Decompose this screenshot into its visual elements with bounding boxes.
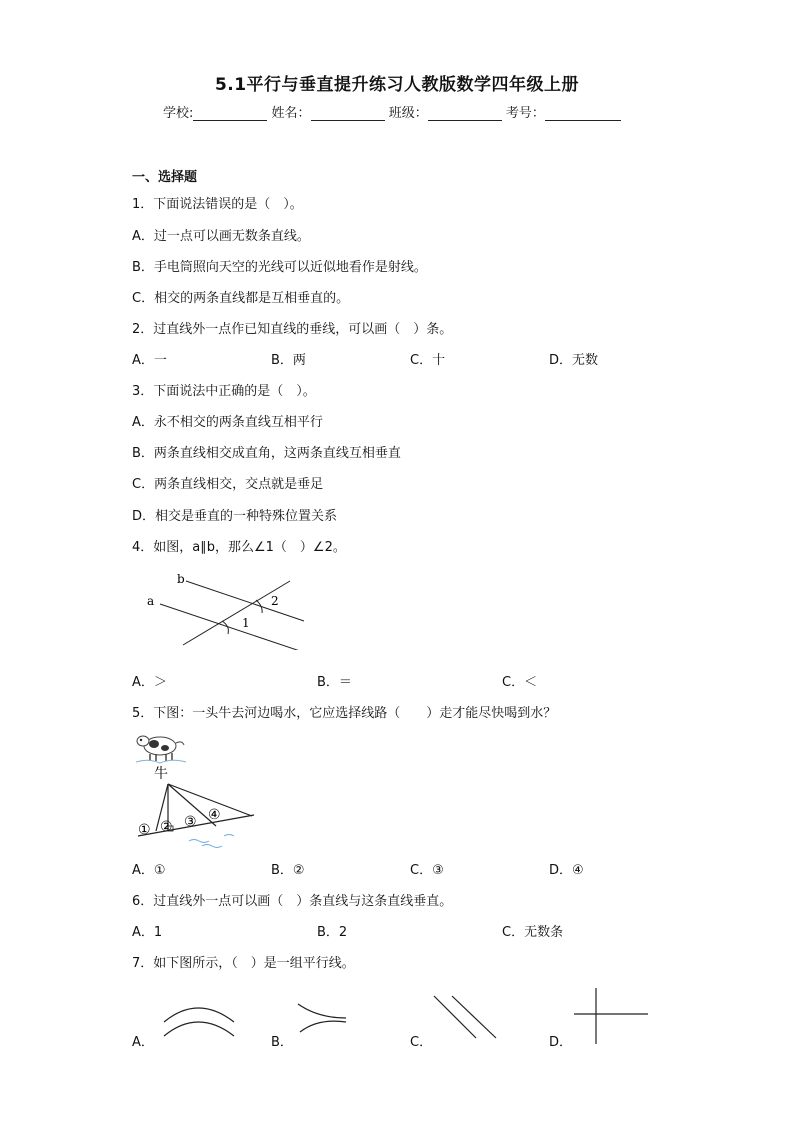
cow-icon: [136, 736, 186, 763]
q6-option-a: A．1: [132, 925, 163, 940]
q7-figure-c-parallel: [430, 990, 502, 1042]
label-angle-2: 2: [271, 594, 279, 608]
label-b: b: [177, 572, 185, 586]
q4-parallel-lines-figure: [140, 568, 320, 650]
q7-option-b: B．: [271, 1035, 293, 1050]
label-route-3: ③: [184, 814, 197, 830]
q7-figure-a-arcs: [158, 1000, 242, 1040]
angle-2-arc: [256, 600, 262, 613]
water-waves: [189, 835, 234, 848]
q2-stem: 2．过直线外一点作已知直线的垂线，可以画（ ）条。: [132, 322, 453, 337]
q7-figure-d-perpendicular: [570, 986, 652, 1046]
label-a: a: [147, 594, 155, 608]
q5-option-b: B．②: [271, 863, 305, 878]
q3-option-c: C．两条直线相交，交点就是垂足: [132, 477, 324, 492]
name-blank: [311, 107, 385, 121]
class-blank: [428, 107, 502, 121]
section-heading: 一、选择题: [132, 170, 198, 185]
q5-option-a: A．①: [132, 863, 166, 878]
class-label: 班级：: [388, 106, 428, 121]
q3-option-b: B．两条直线相交成直角，这两条直线互相垂直: [132, 446, 401, 461]
cow-label: 牛: [154, 766, 168, 782]
q7-figure-b-curves: [294, 1000, 354, 1034]
q4-stem: 4．如图，a∥b，那么∠1（ ）∠2。: [132, 540, 346, 555]
q5-option-c: C．③: [410, 863, 444, 878]
line-a: [160, 604, 300, 650]
transversal-line: [183, 581, 290, 645]
q7-option-c: C．: [410, 1035, 433, 1050]
q4-option-b: B．＝: [317, 675, 352, 690]
line-b: [186, 581, 304, 621]
q2-option-d: D．无数: [549, 353, 599, 368]
label-route-1: ①: [138, 822, 151, 838]
label-route-4: ④: [208, 807, 221, 823]
q3-option-d: D．相交是垂直的一种特殊位置关系: [132, 509, 338, 524]
q6-option-c: C．无数条: [502, 925, 564, 940]
q2-option-b: B．两: [271, 353, 306, 368]
q3-option-a: A．永不相交的两条直线互相平行: [132, 415, 323, 430]
q1-option-a: A．过一点可以画无数条直线。: [132, 229, 310, 244]
q7-stem: 7．如下图所示，（ ）是一组平行线。: [132, 956, 355, 971]
q7-option-d: D．: [549, 1035, 573, 1050]
q5-stem: 5．下图：一头牛去河边喝水，它应选择线路（ ）走才能尽快喝到水？: [132, 706, 557, 721]
exam-no-blank: [545, 107, 621, 121]
q2-option-c: C．十: [410, 353, 446, 368]
q7-option-a: A．: [132, 1035, 154, 1050]
label-route-2: ②: [160, 819, 173, 835]
q6-option-b: B．2: [317, 925, 348, 940]
q5-option-d: D．④: [549, 863, 584, 878]
q2-option-a: A．一: [132, 353, 167, 368]
q1-stem: 1．下面说法错误的是（ ）。: [132, 197, 303, 212]
label-angle-1: 1: [242, 616, 250, 630]
school-blank: [193, 107, 267, 121]
q4-option-c: C．＜: [502, 675, 538, 690]
q5-cow-river-figure: [134, 728, 264, 850]
q1-option-c: C．相交的两条直线都是互相垂直的。: [132, 291, 350, 306]
q4-option-a: A．＞: [132, 675, 167, 690]
q1-option-b: B．手电筒照向天空的光线可以近似地看作是射线。: [132, 260, 427, 275]
page-title: 5.1平行与垂直提升练习人教版数学四年级上册: [214, 75, 580, 95]
exam-no-label: 考号：: [505, 106, 545, 121]
q3-stem: 3．下面说法中正确的是（ ）。: [132, 384, 316, 399]
student-info-line: [163, 102, 621, 121]
q6-stem: 6．过直线外一点可以画（ ）条直线与这条直线垂直。: [132, 894, 453, 909]
angle-1-arc: [222, 621, 228, 634]
school-label: 学校:: [163, 106, 194, 121]
name-label: 姓名：: [271, 106, 311, 121]
